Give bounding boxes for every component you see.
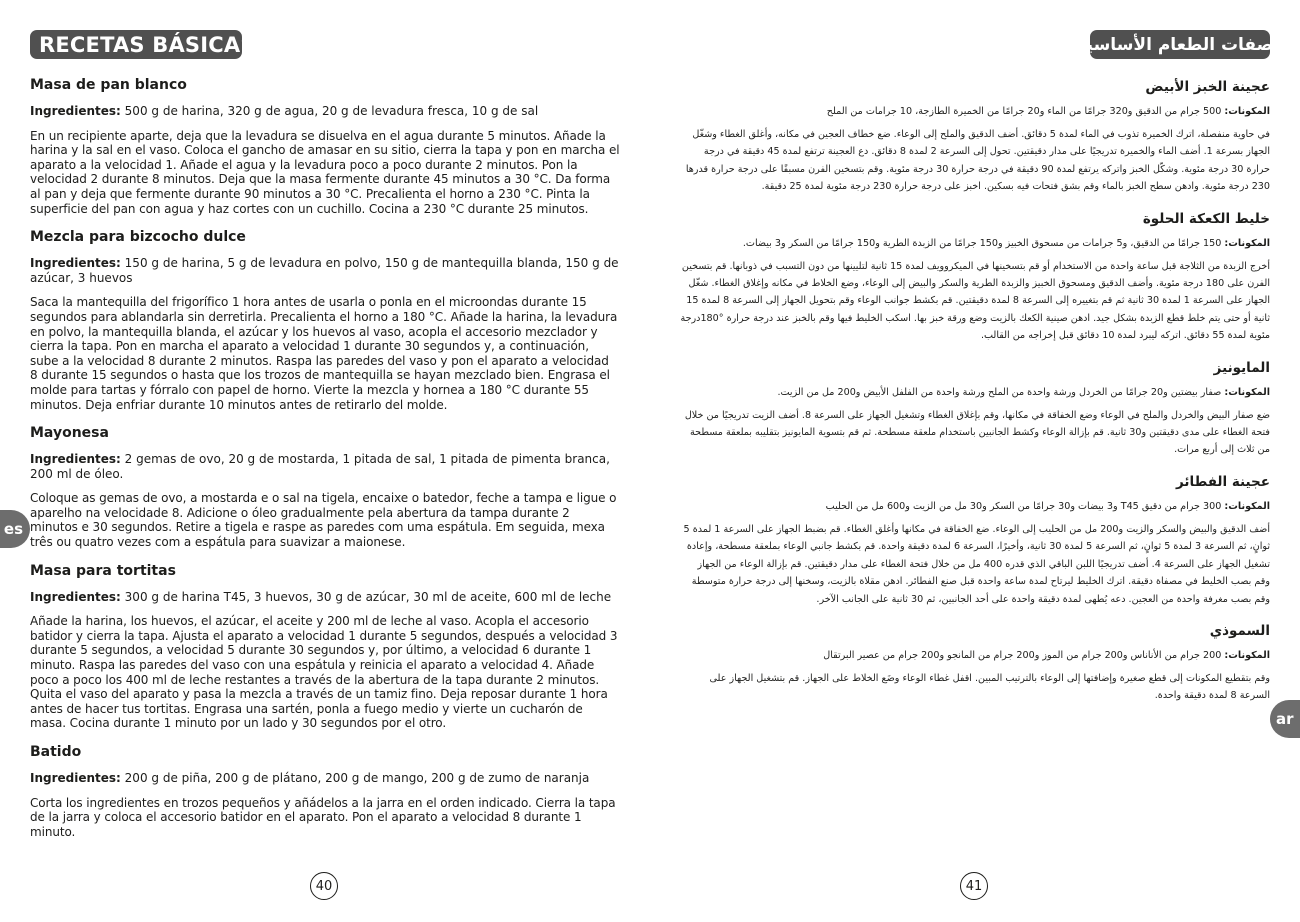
recipe-title: عجينة الفطائر	[1176, 473, 1270, 490]
recipe-instructions: أخرج الزبدة من الثلاجة قبل ساعة واحدة من الاستخدام أو قم بتسخينها في الميكروويف لمدة 15 ثانية لتليينها من دون التسبب في ذوبانها. قم بتسخين الفرن على 180 درجة مئوية. وأضف الدقيق ومسحوق الخبيز والزبدة الطرية والسكر والبيض إلى الوعاء، وضع الخلاط في مكانه وإغلاق الغطاء. شغّل الجهاز على السرعة 1 لمدة 30 ثانية ثم قم بتغييره إلى السرعة 8 لمدة دقيقتين. قم بكشط جوانب الوعاء وقم بتحويل الجهاز إلى السرعة 8 لمدة 15 ثانية أو حتى يتم خلط قطع الزبدة بشكل جيد. ادهن صينية الكعك بالزيت وضع ورقة خبز بها. اسكب الخليط فيها وقم بالخبز عند درجة حرارة °180درجة مئوية لمدة 55 دقائق. اتركه ليبرد لمدة 10 دقائق قبل إخراجه من القالب.	[680, 260, 1270, 342]
recipe	[680, 622, 1270, 705]
recipe	[30, 76, 620, 216]
recipe-title: Mayonesa	[30, 425, 109, 442]
page-number: 41	[960, 872, 988, 900]
recipe-instructions: وقم بتقطيع المكونات إلى قطع صغيرة وإضافتها إلى الوعاء بالترتيب المبين. اقفل غطاء الوعاء وضَع الخلاط على الجهاز. قم بتشغيل الجهاز على السرعة 8 لمدة دقيقة واحدة.	[709, 672, 1270, 702]
recipe	[30, 424, 620, 550]
recipe-title: عجينة الخبز الأبيض	[1145, 79, 1270, 95]
recipe-instructions: Corta los ingredientes en trozos pequeños y añádelos a la jarra en el orden indicado. Cierra la tapa de la jarra y coloca el accesorio batidor en el aparato. Pon el aparato a velocidad 8 durante 1 minuto.	[30, 795, 616, 839]
recipe-instructions: En un recipiente aparte, deja que la levadura se disuelva en el agua durante 5 minutos. Añade la harina y la sal en el vaso. Coloca el gancho de amasar en su sitio, cierra la tapa y pon en marcha el aparato a la velocidad 1. Añade el agua y la levadura poco a poco durante 2 minutos. Pon la velocidad 2 durante 8 minutos. Deja que la masa fermente durante 45 minutos a 30 °C. Da forma al pan y deja que fermente durante 90 minutos a 30 °C. Precalienta el horno a 230 °C. Pinta la superficie del pan con agua y haz cortes con un cuchillo. Cocina a 230 °C durante 25 minutos.	[30, 128, 620, 216]
ingredients-label: Ingredientes:	[30, 452, 121, 467]
recipe-title: Mezcla para bizcocho dulce	[30, 229, 246, 246]
section-banner: RECETAS BÁSICAS	[30, 30, 242, 59]
page-number: 40	[310, 872, 338, 900]
ingredients-label: المكونات:	[1224, 386, 1270, 398]
ingredients-text: 150 g de harina, 5 g de levadura en polvo, 150 g de mantequilla blanda, 150 g de azúcar, 3 huevos	[30, 256, 619, 285]
ingredients-text: 300 جرام من دقيق T45 و3 بيضات و30 جرامًا من السكر و30 مل من الزيت و600 مل من الحليب	[825, 500, 1225, 512]
recipe-ingredients	[680, 236, 1270, 252]
ingredients-text: 300 g de harina T45, 3 huevos, 30 g de azúcar, 30 ml de aceite, 600 ml de leche	[120, 589, 612, 604]
ingredients-text: 500 جرام من الدقيق و320 جرامًا من الماء و20 جرامًا من الخميرة الطازجة، 10 جرامات من الملح	[826, 106, 1225, 117]
recipe	[680, 78, 1270, 196]
ingredients-text: 2 gemas de ovo, 20 g de mostarda, 1 pitada de sal, 1 pitada de pimenta branca, 200 ml de óleo.	[30, 452, 610, 481]
recipe-ingredients	[680, 104, 1270, 120]
recipe	[30, 228, 620, 412]
recipe-instructions: في حاوية منفصلة، اترك الخميرة تذوب في الماء لمدة 5 دقائق. أضف الدقيق والملح إلى الوعاء. ضع خطاف العجين في مكانه، وأغلق الغطاء وشغّل الجهاز بسرعة 1. أضف الماء والخميرة تدريجيًا على مدار دقيقتين. تحول إلى السرعة 2 لمدة 8 دقائق. دع العجينة ترتفع لمدة 45 دقيقة في درجة حرارة 30 درجة مئوية. وشكّل الخبز واتركه يرتفع لمدة 90 دقيقة في درجة حرارة 30 درجة مئوية. وقم بتسخين الفرن مسبقًا على درجة حرارة قدرها 230 درجة مئوية. وادهن سطح الخبز بالماء وقم بشق فتحات فيه بسكين. اخبز على درجة حرارة 230 درجة مئوية لمدة 25 دقيقة.	[685, 129, 1270, 193]
ingredients-label: المكونات:	[1224, 500, 1270, 512]
recipe-ingredients	[680, 648, 1270, 664]
recipe-ingredients	[30, 452, 620, 481]
section-banner: وصفات الطعام الأساسية	[1090, 30, 1270, 59]
recipe-instructions: ضع صفار البيض والخردل والملح في الوعاء وضع الخفاقة في مكانها، وقم بإغلاق الغطاء وتشغيل الجهاز على السرعة 8. أضف الزيت تدريجيًا من خلال فتحة الغطاء على مدى دقيقتين و30 ثانية. قم بإزالة الوعاء وكشط الجانبين باستخدام ملعقة مسطحة. ثم قم بتسوية المايونيز بتقليبه بملعقة مسطحة من ثلاث إلى أربع مرات.	[684, 409, 1270, 456]
recipe	[680, 359, 1270, 459]
ingredients-label: Ingredientes:	[30, 771, 121, 785]
ingredients-text: 500 g de harina, 320 g de agua, 20 g de levadura fresca, 10 g de sal	[120, 104, 539, 118]
recipe-title: خليط الكعكة الحلوة	[1142, 210, 1270, 227]
recipe	[680, 473, 1270, 608]
recipe	[30, 743, 620, 839]
recipe-ingredients	[680, 499, 1270, 515]
ingredients-label: Ingredientes:	[30, 104, 121, 118]
recipe	[680, 210, 1270, 345]
recipe-instructions: Coloque as gemas de ovo, a mostarda e o sal na tigela, encaixe o batedor, feche a tampa e ligue o aparelho na velocidade 8. Adicione o óleo gradualmente pela abertura da tampa durante 2 minutos e 30 segundos. Retire a tigela e raspe as paredes com uma espátula. Em seguida, mexa três ou quatro vezes com a espátula para suavizar a maionese.	[30, 491, 617, 550]
recipe-title: السموذي	[1209, 622, 1270, 639]
recipe-ingredients	[680, 385, 1270, 401]
recipe-ingredients	[30, 590, 620, 605]
ingredients-label: المكونات:	[1224, 106, 1270, 117]
right-page	[650, 0, 1300, 922]
recipe	[30, 562, 620, 731]
recipe-column	[680, 78, 1270, 719]
ingredients-text: صفار بيضتين و20 جرامًا من الخردل ورشة واحدة من الملح ورشة واحدة من الفلفل الأبيض و200 مل من الزيت.	[777, 386, 1225, 398]
recipe-ingredients	[30, 771, 620, 786]
recipe-title: المايونيز	[1213, 359, 1270, 376]
recipe-title: Masa para tortitas	[30, 562, 176, 579]
ingredients-text: 200 g de piña, 200 g de plátano, 200 g de mango, 200 g de zumo de naranja	[120, 771, 590, 785]
recipe-instructions: Añade la harina, los huevos, el azúcar, el aceite y 200 ml de leche al vaso. Acopla el accesorio batidor y cierra la tapa. Ajusta el aparato a velocidad 1 durante 5 segundos, después a velocidad 3 durante 5 segundos, a velocidad 5 durante 30 segundos y, por último, a velocidad 6 durante 1 minuto. Raspa las paredes del vaso con una espátula y reinicia el aparato a velocidad 4. Añade poco a poco los 400 ml de leche restantes a través de la abertura de la tapa durante 2 minutos. Quita el vaso del aparato y pasa la mezcla a través de un tamiz fino. Deja reposar durante 1 hora antes de hacer tus tortitas. Engrasa una sartén, ponla a fuego medio y vierte un cucharón de masa. Cocina durante 1 minuto por un lado y 30 segundos por el otro.	[30, 614, 618, 731]
ingredients-label: Ingredientes:	[30, 589, 121, 604]
ingredients-label: المكونات:	[1224, 237, 1270, 249]
ingredients-text: 200 جرام من الأناناس و200 جرام من الموز و200 جرام من المانجو و200 جرام من عصير البرتقال	[823, 649, 1225, 661]
recipe-instructions: Saca la mantequilla del frigorífico 1 hora antes de usarla o ponla en el microondas durante 15 segundos para ablandarla sin derretirla. Precalienta el horno a 180 °C. Añade la harina, la levadura en polvo, la mantequilla blanda, el azúcar y los huevos al vaso, acopla el accesorio mezclador y cierra la tapa. Pon en marcha el aparato a velocidad 1 durante 30 segundos y, a continuación, sube a la velocidad 8 durante 2 minutos. Raspa las paredes del vaso y pon el aparato a velocidad 8 durante 15 segundos o hasta que los trozos de mantequilla se hayan mezclado bien. Engrasa el molde para tartas y fórralo con papel de horno. Vierte la mezcla y hornea a 180 °C durante 55 minutos. Deja enfriar durante 10 minutos antes de retirarlo del molde.	[30, 295, 618, 412]
recipe-column	[30, 76, 620, 851]
ingredients-label: Ingredientes:	[30, 256, 121, 271]
recipe-title: Masa de pan blanco	[30, 77, 187, 93]
recipe-instructions: أضف الدقيق والبيض والسكر والزيت و200 مل من الحليب إلى الوعاء. ضع الخفاقة في مكانها وأغلق الغطاء. قم بضبط الجهاز على السرعة 1 لمدة 5 ثوانٍ، ثم السرعة 3 لمدة 5 ثوانٍ، ثم السرعة 5 لمدة 30 ثانية، وأخيرًا، السرعة 6 لمدة دقيقة واحدة. قم بكشط جانبي الوعاء بملعقة مسطحة، وإعادة تشغيل الجهاز على السرعة 4. أضف تدريجيًا اللبن الباقي الذي قدره 400 مل من خلال فتحة الغطاء على مدار دقيقتين. قم بإزالة الوعاء من الجهاز وقم بصب الخليط في مصفاة دقيقة. اترك الخليط ليرتاح لمدة ساعة واحدة قبل صنع الفطائر. ادهن مقلاة بالزيت، وسخنها إلى درجة حرارة متوسطة وقم بصب مغرفة واحدة من العجين. دعه يُطهى لمدة دقيقة واحدة على أحد الجانبين، ثم 30 ثانية على الجانب الآخر.	[683, 523, 1270, 605]
ingredients-text: 150 جرامًا من الدقيق، و5 جرامات من مسحوق الخبيز و150 جرامًا من الزبدة الطرية و150 جرامًا من السكر و3 بيضات.	[742, 237, 1225, 249]
recipe-ingredients	[30, 104, 620, 119]
recipe-title: Batido	[30, 744, 82, 760]
language-tab-es: es	[0, 510, 30, 548]
recipe-ingredients	[30, 256, 620, 285]
language-tab-ar: ar	[1270, 700, 1300, 738]
ingredients-label: المكونات:	[1224, 649, 1270, 661]
